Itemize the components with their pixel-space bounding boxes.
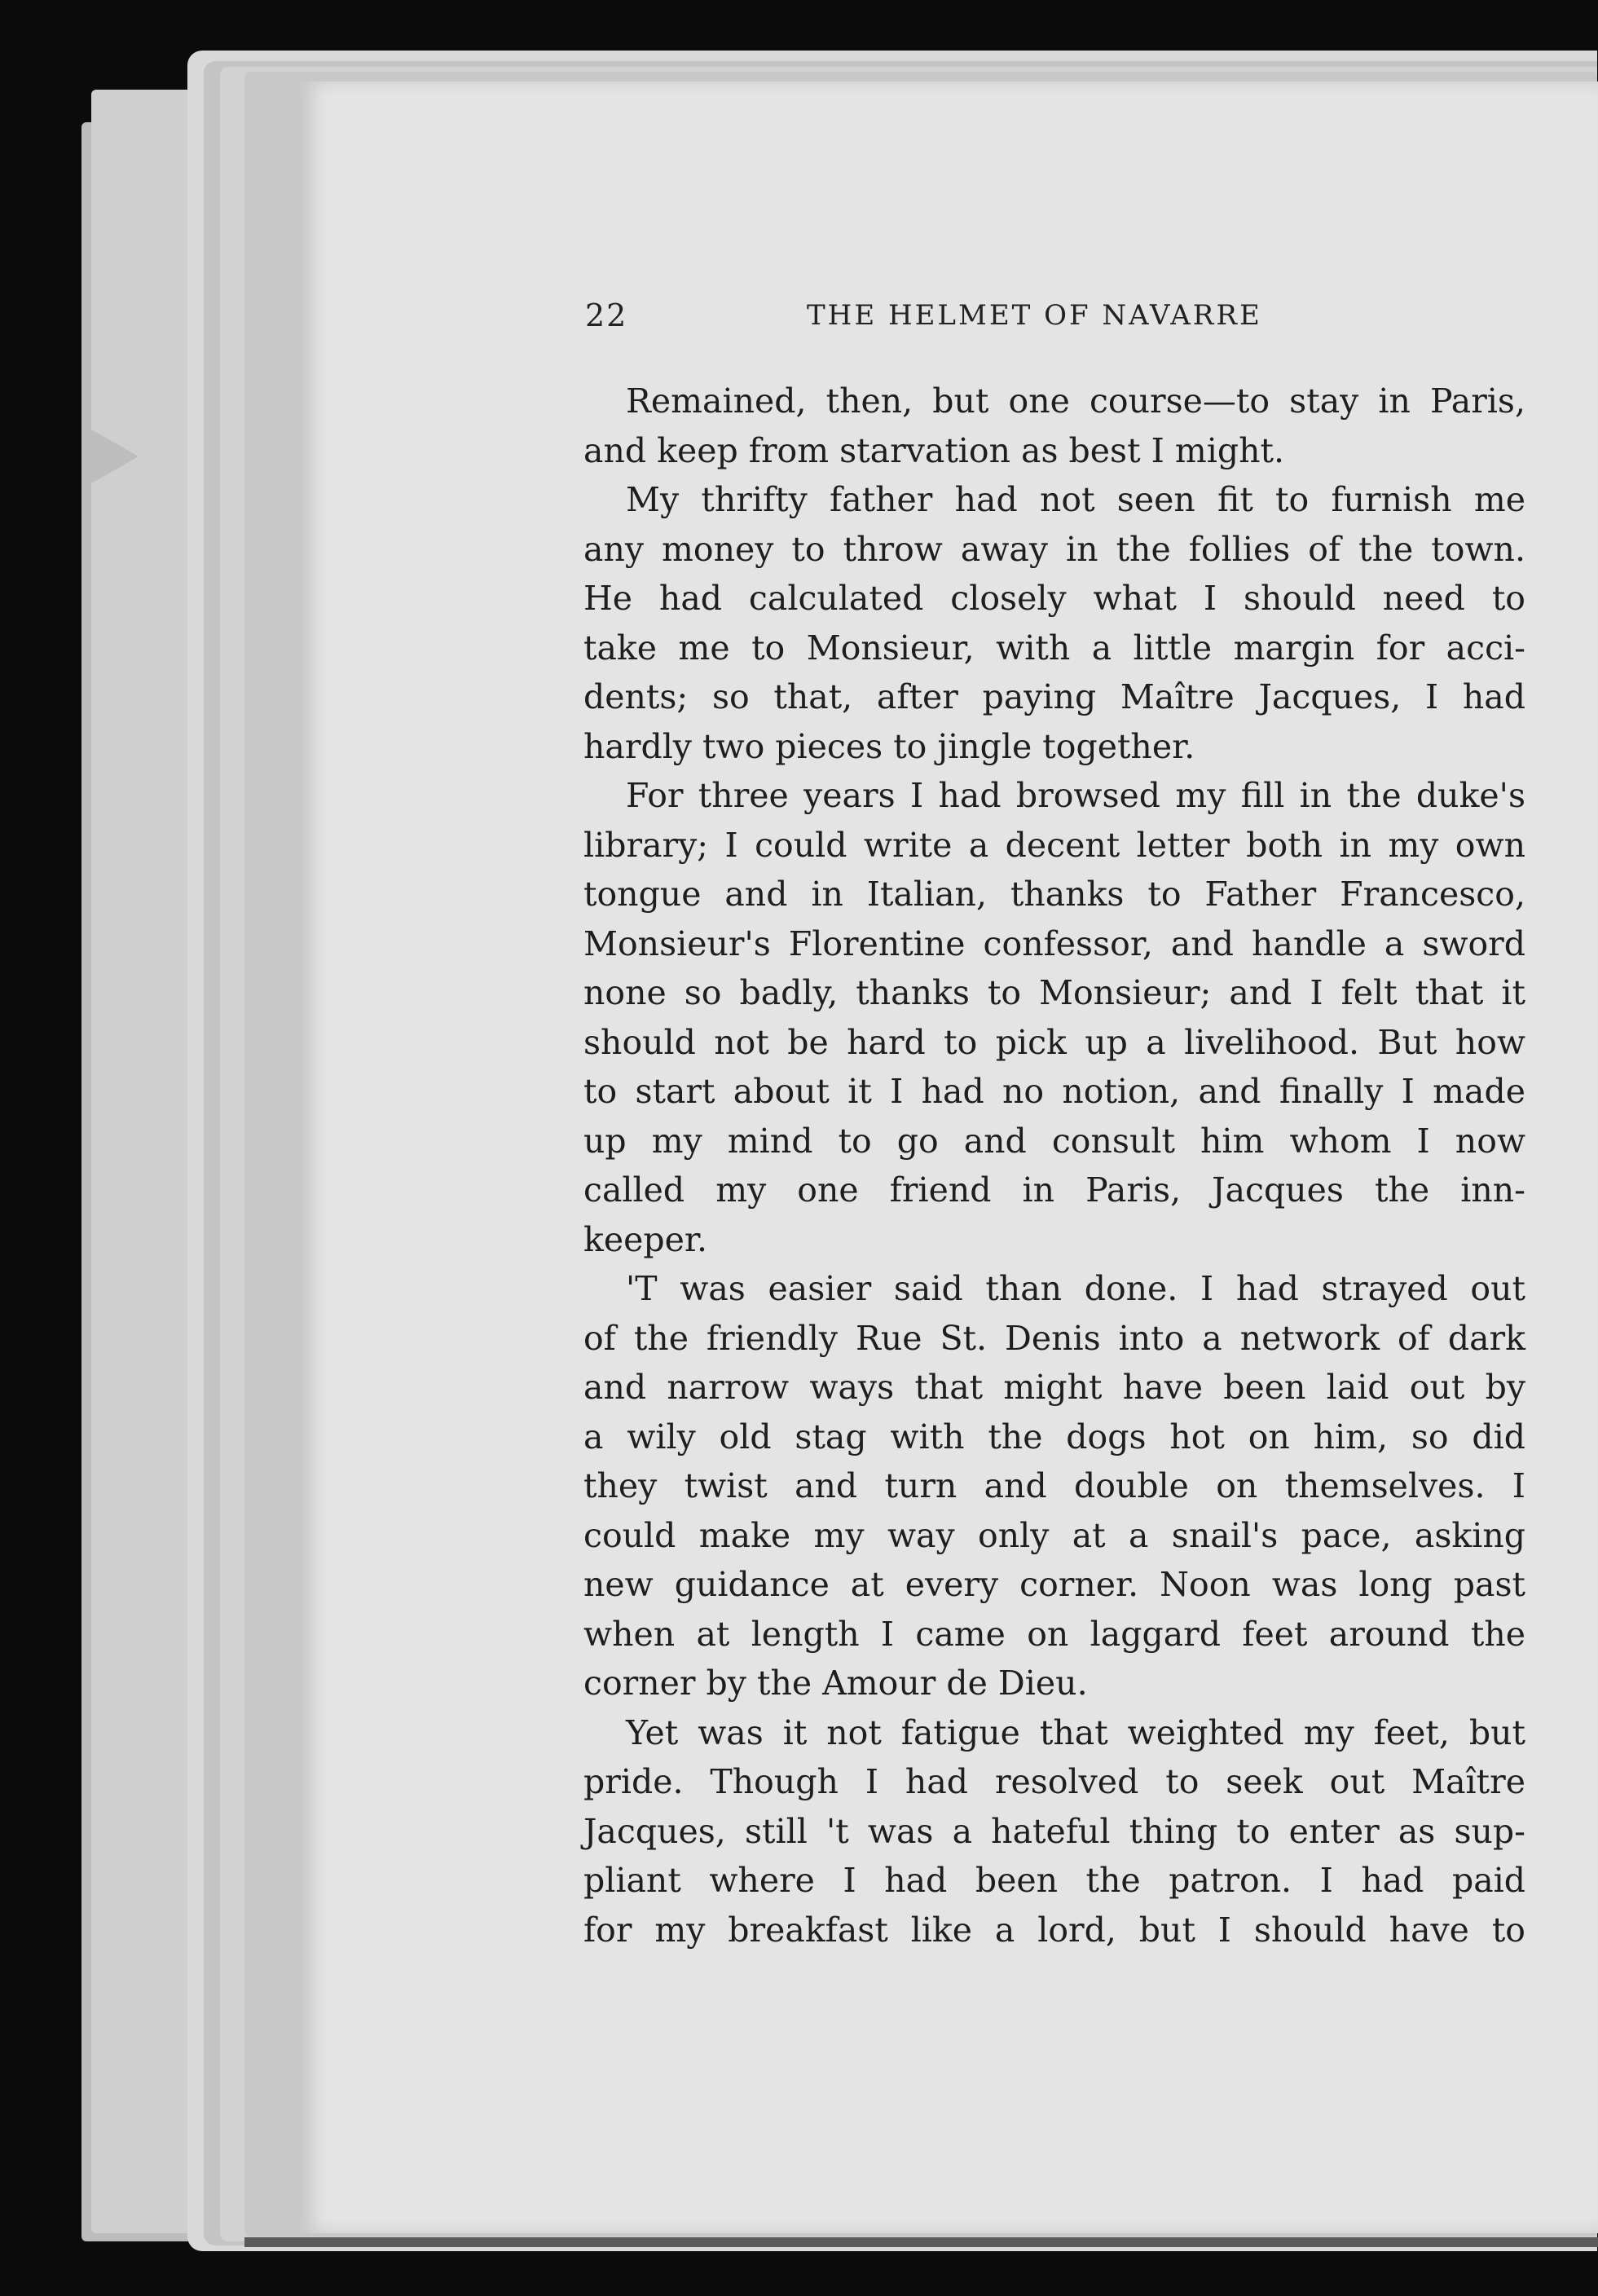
page-edge-tab (81, 424, 139, 489)
text-line: dents; so that, after paying Maître Jacques, I had (583, 677, 1525, 716)
text-line: to start about it I had no notion, and finally I made (583, 1072, 1525, 1111)
text-line: Yet was it not fatigue that weighted my feet, but (626, 1712, 1525, 1752)
text-line: For three years I had browsed my fill in the duke's (626, 776, 1525, 815)
text-line: they twist and turn and double on themselves. I (583, 1466, 1525, 1505)
text-line: keeper. (583, 1219, 708, 1259)
text-line: He had calculated closely what I should need to (583, 579, 1525, 618)
paragraph (583, 1708, 1525, 1955)
paragraph (583, 771, 1525, 1264)
text-line: pride. Though I had resolved to seek out Maître (583, 1762, 1525, 1801)
text-line: any money to throw away in the follies of the town. (583, 529, 1525, 569)
page-bottom-shadow (244, 2237, 1598, 2247)
running-head (585, 297, 1522, 346)
text-line: when at length I came on laggard feet around the (583, 1614, 1525, 1654)
paragraph (583, 377, 1525, 475)
text-line: for my breakfast like a lord, but I should have to (583, 1910, 1525, 1950)
text-line: Monsieur's Florentine confessor, and handle a sword (583, 923, 1525, 963)
text-line: and narrow ways that might have been laid out by (583, 1368, 1525, 1407)
text-line: 'T was easier said than done. I had strayed out (626, 1269, 1525, 1308)
text-line: pliant where I had been the patron. I had paid (583, 1861, 1525, 1900)
text-line: tongue and in Italian, thanks to Father Francesco, (583, 875, 1525, 914)
text-line: library; I could write a decent letter both in my own (583, 825, 1525, 865)
book-title: THE HELMET OF NAVARRE (807, 299, 1262, 332)
text-line: could make my way only at a snail's pace, asking (583, 1515, 1525, 1555)
page-number: 22 (585, 297, 628, 333)
text-line: called my one friend in Paris, Jacques the inn- (583, 1170, 1525, 1210)
text-line: Jacques, still 't was a hateful thing to enter as sup- (583, 1811, 1525, 1851)
paragraph (583, 475, 1525, 771)
text-line: a wily old stag with the dogs hot on him, so did (583, 1417, 1525, 1456)
text-line: corner by the Amour de Dieu. (583, 1664, 1088, 1703)
text-line: and keep from starvation as best I might. (583, 430, 1284, 470)
text-body (583, 377, 1525, 1954)
text-line: up my mind to go and consult him whom I now (583, 1121, 1525, 1161)
text-line: of the friendly Rue St. Denis into a network of dark (583, 1318, 1525, 1358)
text-line: new guidance at every corner. Noon was long past (583, 1565, 1525, 1604)
paragraph (583, 1264, 1525, 1708)
text-line: take me to Monsieur, with a little margin for acci- (583, 628, 1525, 668)
text-line: Remained, then, but one course—to stay in Paris, (626, 381, 1525, 421)
text-line: should not be hard to pick up a livelihood. But how (583, 1022, 1525, 1062)
text-line: none so badly, thanks to Monsieur; and I felt that it (583, 973, 1525, 1012)
text-line: My thrifty father had not seen fit to furnish me (626, 480, 1525, 519)
text-line: hardly two pieces to jingle together. (583, 726, 1195, 766)
